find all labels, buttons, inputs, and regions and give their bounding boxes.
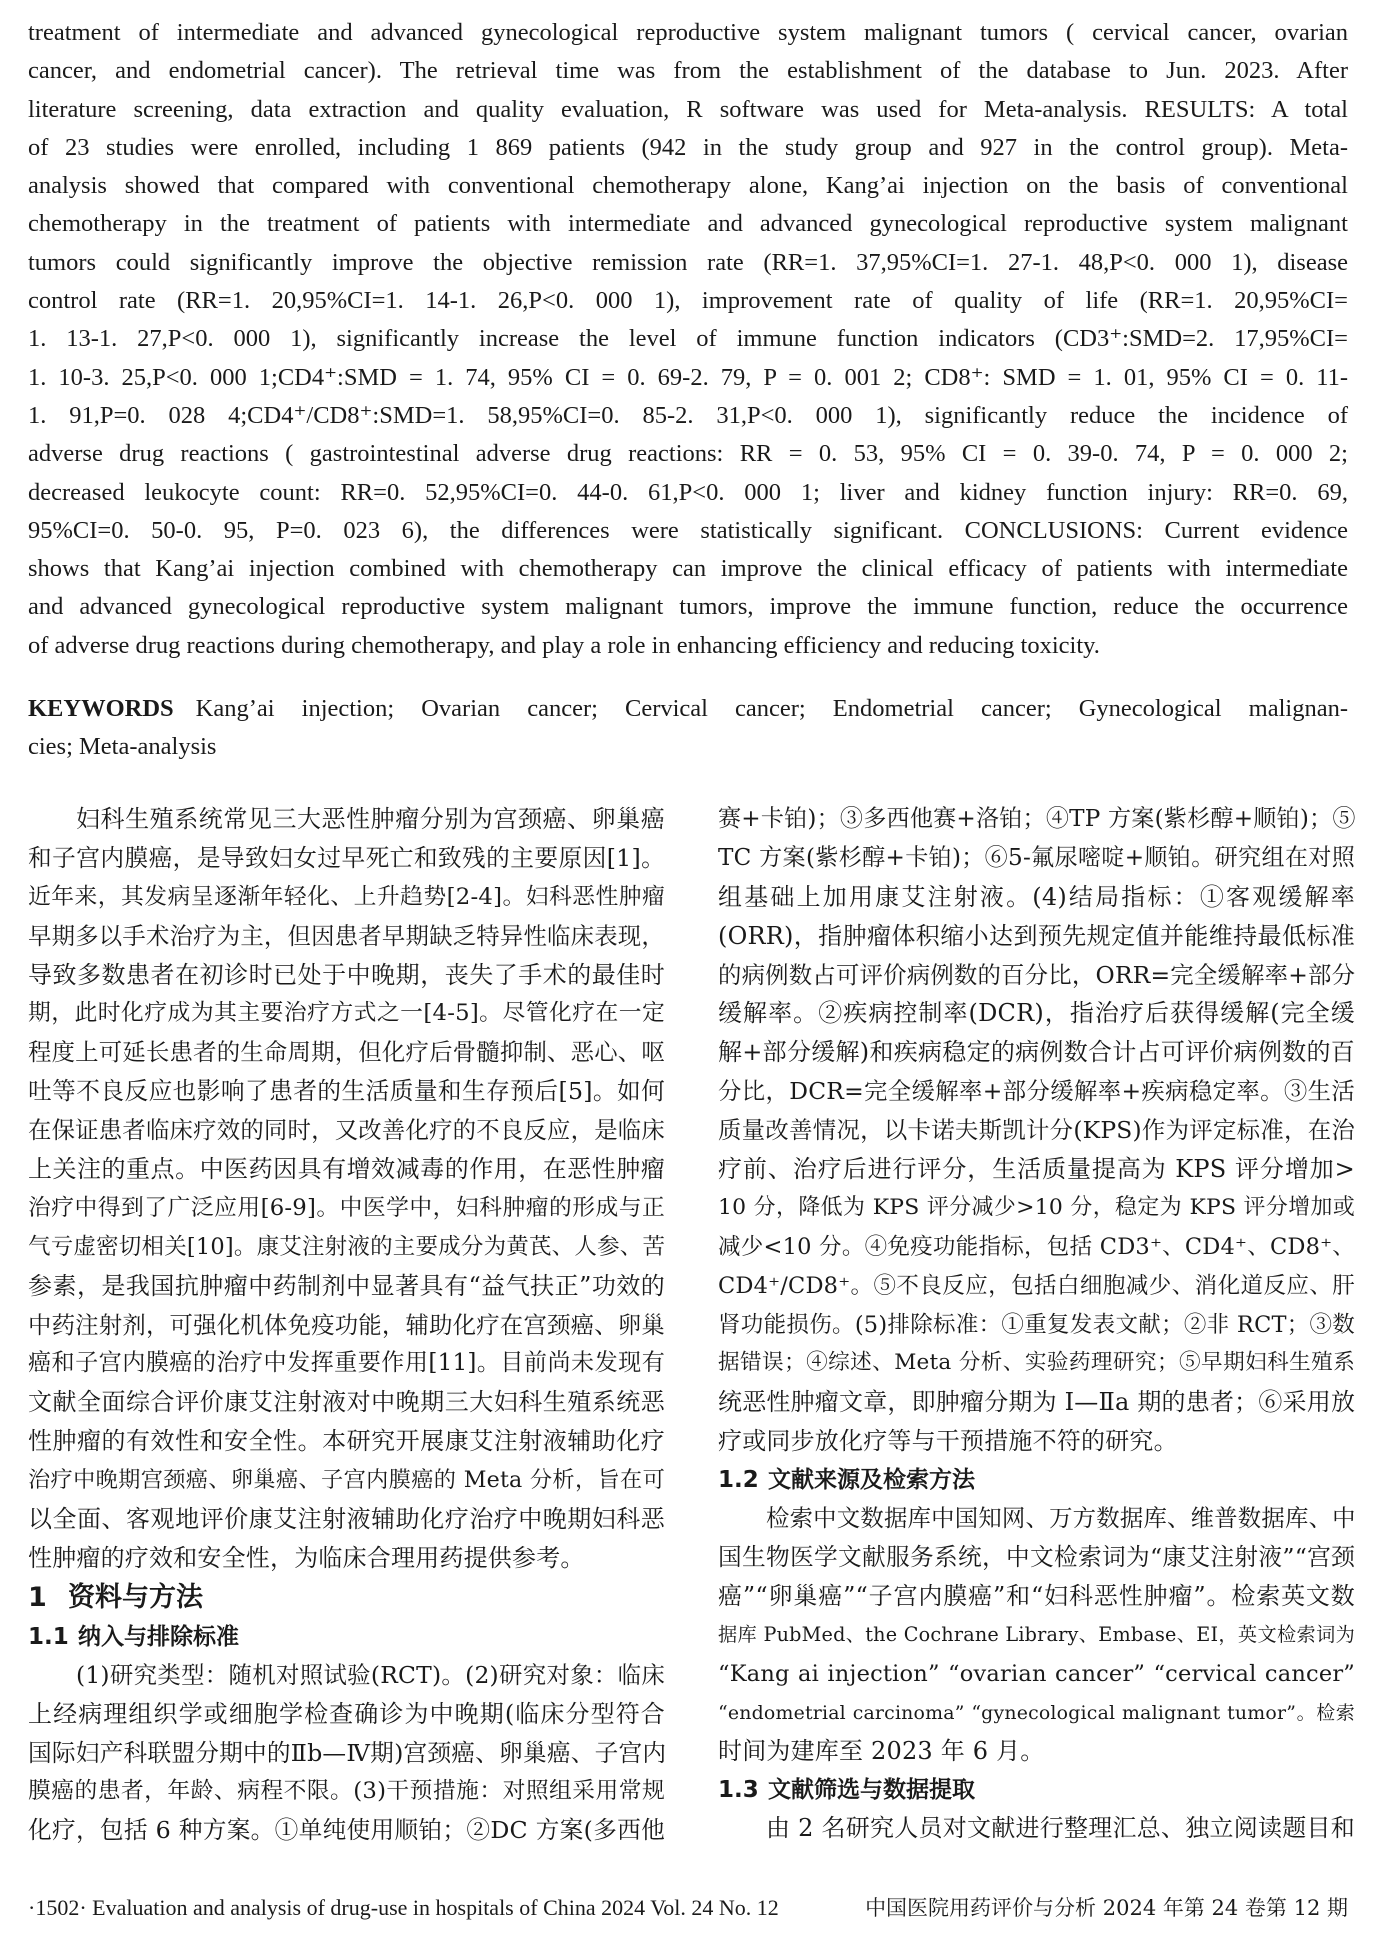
body-line: 质量改善情况，以卡诺夫斯凯计分(KPS)作为评定标准，在治	[718, 1116, 1355, 1145]
body-line: 赛+卡铂)；③多西他赛+洛铂；④TP 方案(紫杉醇+顺铂)；⑤	[718, 806, 1356, 832]
abstract-line: control rate (RR=1. 20,95%CI=1. 14-1. 26,P<0. 000 1), improvement rate of quality of life (RR=1. 20,95%CI=	[28, 287, 1348, 315]
body-line: 治疗中晚期宫颈癌、卵巢癌、子宫内膜癌的 Meta 分析，旨在可	[28, 1467, 665, 1494]
section-heading-1-2	[718, 1461, 1355, 1499]
body-line: “endometrial carcinoma” “gynecological malignant tumor”。检索	[718, 1701, 1355, 1724]
body-line: 减少<10 分。④免疫功能指标，包括 CD3⁺、CD4⁺、CD8⁺、	[718, 1233, 1355, 1260]
abstract-line: of adverse drug reactions during chemotherapy, and play a role in enhancing efficiency and reducing toxicity.	[28, 631, 1100, 659]
body-line: 化疗，包括 6 种方案。①单纯使用顺铂；②DC 方案(多西他	[28, 1816, 665, 1845]
body-line: 程度上可延长患者的生命周期，但化疗后骨髓抑制、恶心、呕	[28, 1038, 665, 1067]
body-line: 癌”“卵巢癌”“子宫内膜癌”和“妇科恶性肿瘤”。检索英文数	[718, 1581, 1355, 1610]
right-column	[718, 800, 1355, 1848]
body-line: 参素，是我国抗肿瘤中药制剂中显著具有“益气扶正”功效的	[28, 1271, 665, 1300]
section-title: 纳入与排除标准	[78, 1623, 239, 1650]
body-line: 解+部分缓解)和疾病稳定的病例数合计占可评价病例数的百	[718, 1038, 1355, 1067]
footer-journal-english: ·1502· Evaluation and analysis of drug-use in hospitals of China 2024 Vol. 24 No. 12	[28, 1895, 779, 1920]
abstract-block	[28, 14, 1348, 665]
page-footer	[28, 1890, 1348, 1926]
section-title: 文献来源及检索方法	[768, 1467, 975, 1494]
body-line: 国际妇产科联盟分期中的Ⅱb—Ⅳ期)宫颈癌、卵巢癌、子宫内	[28, 1738, 667, 1767]
body-line: 以全面、客观地评价康艾注射液辅助化疗治疗中晚期妇科恶	[28, 1505, 665, 1534]
body-line: 据库 PubMed、the Cochrane Library、Embase、EI，英文检索词为	[718, 1622, 1355, 1646]
body-line: 早期多以手术治疗为主，但因患者早期缺乏特异性临床表现，	[28, 921, 665, 950]
body-line: “Kang ai injection” “ovarian cancer” “cervical cancer”	[718, 1660, 1355, 1687]
body-line: 检索中文数据库中国知网、万方数据库、维普数据库、中	[766, 1504, 1356, 1533]
body-line: 上关注的重点。中医药因具有增效减毒的作用，在恶性肿瘤	[28, 1155, 665, 1184]
body-line: 近年来，其发病呈逐渐年轻化、上升趋势[2-4]。妇科恶性肿瘤	[28, 883, 665, 910]
body-line: (1)研究类型：随机对照试验(RCT)。(2)研究对象：临床	[76, 1660, 665, 1689]
abstract-line: cancer, and endometrial cancer). The retrieval time was from the establishment of the database to Jun. 2023. After	[28, 57, 1348, 85]
body-line: 性肿瘤的疗效和安全性，为临床合理用药提供参考。	[28, 1543, 585, 1572]
abstract-line: tumors could significantly improve the objective remission rate (RR=1. 37,95%CI=1. 27-1. 48,P<0. 000 1), disease	[28, 248, 1348, 276]
section-number: 1.1	[28, 1623, 69, 1650]
abstract-line: and advanced gynecological reproductive system malignant tumors, improve the immune function, reduce the occurrence	[28, 593, 1348, 621]
keywords-line	[28, 690, 1348, 728]
body-line: 中药注射剂，可强化机体免疫功能，辅助化疗在宫颈癌、卵巢	[28, 1310, 665, 1339]
body-line: 由 2 名研究人员对文献进行整理汇总、独立阅读题目和	[766, 1814, 1355, 1843]
body-line: 导致多数患者在初诊时已处于中晚期，丧失了手术的最佳时	[28, 960, 665, 989]
keywords-text: Kang’ai injection; Ovarian cancer; Cervical cancer; Endometrial cancer; Gynecological malignan-	[195, 695, 1348, 722]
body-line: 疗前、治疗后进行评分，生活质量提高为 KPS 评分增加>	[718, 1155, 1355, 1184]
body-line: 癌和子宫内膜癌的治疗中发挥重要作用[11]。目前尚未发现有	[28, 1350, 665, 1377]
body-line: 10 分，降低为 KPS 评分减少>10 分，稳定为 KPS 评分增加或	[718, 1194, 1355, 1220]
abstract-line: decreased leukocyte count: RR=0. 52,95%CI=0. 44-0. 61,P<0. 000 1; liver and kidney function injury: RR=0. 69,	[28, 478, 1348, 506]
body-line: 的病例数占可评价病例数的百分比，ORR=完全缓解率+部分	[718, 960, 1356, 989]
abstract-line: 1. 10-3. 25,P<0. 000 1;CD4⁺:SMD = 1. 74, 95% CI = 0. 69-2. 79, P = 0. 001 2; CD8⁺: SMD = 1. 01, 95% CI = 0. 11-	[28, 363, 1348, 391]
body-line: 疗或同步放化疗等与干预措施不符的研究。	[718, 1427, 1178, 1456]
body-line: 上经病理组织学或细胞学检查确诊为中晚期(临床分型符合	[28, 1699, 665, 1728]
section-heading-1	[28, 1578, 665, 1618]
section-title: 文献筛选与数据提取	[768, 1777, 975, 1804]
body-line: 期，此时化疗成为其主要治疗方式之一[4-5]。尽管化疗在一定	[28, 1000, 665, 1027]
section-number: 1.3	[718, 1777, 759, 1804]
body-line: 肾功能损伤。(5)排除标准：①重复发表文献；②非 RCT；③数	[718, 1311, 1355, 1338]
keywords-line: cies; Meta-analysis	[28, 733, 217, 760]
body-line: 国生物医学文献服务系统，中文检索词为“康艾注射液”“宫颈	[718, 1543, 1355, 1572]
abstract-line: 1. 13-1. 27,P<0. 000 1), significantly increase the level of immune function indicators (CD3⁺:SMD=2. 17,95%CI=	[28, 325, 1348, 353]
body-line: 气亏虚密切相关[10]。康艾注射液的主要成分为黄芪、人参、苦	[28, 1233, 666, 1260]
keywords-label: KEYWORDS	[28, 695, 174, 722]
body-line: 治疗中得到了广泛应用[6-9]。中医学中，妇科肿瘤的形成与正	[28, 1194, 665, 1221]
section-heading-1-1	[28, 1618, 665, 1656]
section-title: 资料与方法	[68, 1581, 203, 1613]
abstract-line: chemotherapy in the treatment of patients with intermediate and advanced gynecological reproductive system malignant	[28, 210, 1348, 238]
body-line: 缓解率。②疾病控制率(DCR)，指治疗后获得缓解(完全缓	[718, 999, 1355, 1028]
body-line: 组基础上加用康艾注射液。(4)结局指标：①客观缓解率	[718, 882, 1355, 911]
left-column	[28, 800, 665, 1850]
body-line: 吐等不良反应也影响了患者的生活质量和生存预后[5]。如何	[28, 1077, 665, 1106]
section-number: 1	[28, 1581, 47, 1613]
body-line: 性肿瘤的有效性和安全性。本研究开展康艾注射液辅助化疗	[28, 1427, 665, 1456]
body-line: 和子宫内膜癌，是导致妇女过早死亡和致残的主要原因[1]。	[28, 843, 665, 872]
body-line: (ORR)，指肿瘤体积缩小达到预先规定值并能维持最低标准	[718, 921, 1355, 950]
body-line: 妇科生殖系统常见三大恶性肿瘤分别为宫颈癌、卵巢癌	[76, 805, 665, 833]
abstract-line: adverse drug reactions ( gastrointestinal adverse drug reactions: RR = 0. 53, 95% CI = 0. 39-0. 74, P = 0. 000 2;	[28, 440, 1348, 468]
body-line: 据错误；④综述、Meta 分析、实验药理研究；⑤早期妇科生殖系	[718, 1350, 1355, 1376]
keywords-block	[28, 690, 1348, 766]
abstract-line: of 23 studies were enrolled, including 1 869 patients (942 in the study group and 927 in the control group). Meta-	[28, 133, 1348, 161]
abstract-line: literature screening, data extraction and quality evaluation, R software was used for Meta-analysis. RESULTS: A total	[28, 95, 1348, 123]
abstract-line: shows that Kang’ai injection combined with chemotherapy can improve the clinical efficacy of patients with intermediate	[28, 555, 1348, 583]
body-line: 膜癌的患者，年龄、病程不限。(3)干预措施：对照组采用常规	[28, 1778, 665, 1805]
body-line: CD4⁺/CD8⁺。⑤不良反应，包括白细胞减少、消化道反应、肝	[718, 1272, 1355, 1299]
body-line: TC 方案(紫杉醇+卡铂)；⑥5-氟尿嘧啶+顺铂。研究组在对照	[718, 844, 1355, 871]
body-line: 文献全面综合评价康艾注射液对中晚期三大妇科生殖系统恶	[28, 1388, 665, 1417]
body-line: 在保证患者临床疗效的同时，又改善化疗的不良反应，是临床	[28, 1116, 665, 1145]
body-line: 时间为建库至 2023 年 6 月。	[718, 1737, 1045, 1766]
section-heading-1-3	[718, 1771, 1355, 1809]
section-number: 1.2	[718, 1467, 759, 1494]
abstract-line: treatment of intermediate and advanced gynecological reproductive system malignant tumors ( cervical cancer, ovarian	[28, 19, 1348, 46]
abstract-line: analysis showed that compared with conventional chemotherapy alone, Kang’ai injection on the basis of conventional	[28, 172, 1348, 200]
body-line: 分比，DCR=完全缓解率+部分缓解率+疾病稳定率。③生活	[718, 1077, 1355, 1106]
body-line: 统恶性肿瘤文章，即肿瘤分期为 Ⅰ—Ⅱa 期的患者；⑥采用放	[718, 1388, 1356, 1417]
abstract-line: 1. 91,P=0. 028 4;CD4⁺/CD8⁺:SMD=1. 58,95%CI=0. 85-2. 31,P<0. 000 1), significantly reduce the incidence of	[28, 401, 1348, 429]
footer-journal-chinese: 中国医院用药评价与分析 2024 年第 24 卷第 12 期	[865, 1896, 1348, 1920]
abstract-line: 95%CI=0. 50-0. 95, P=0. 023 6), the differences were statistically significant. CONCLUSIONS: Current evidence	[28, 516, 1348, 544]
